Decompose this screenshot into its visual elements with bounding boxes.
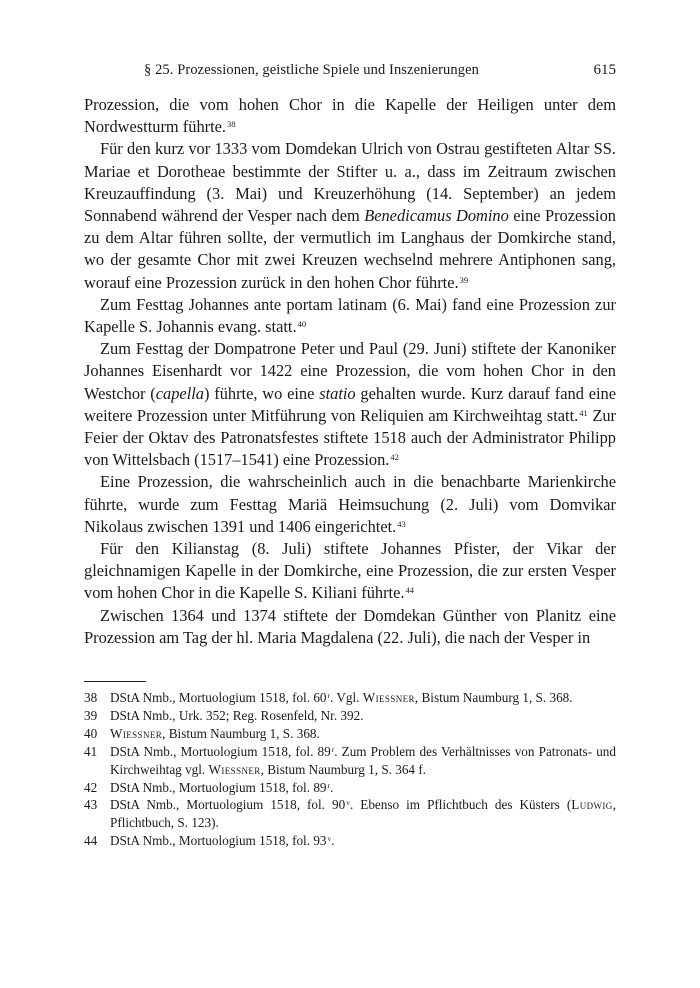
author-name: Wiessner — [362, 690, 415, 705]
footnote-number: 40 — [84, 725, 98, 741]
footnote-ref[interactable]: 41 — [579, 407, 588, 418]
footnote-ref[interactable]: 38 — [227, 119, 236, 130]
main-text — [84, 94, 616, 649]
footnote-ref[interactable]: 43 — [397, 518, 406, 529]
footnote: 39 DStA Nmb., Urk. 352; Reg. Rosenfeld, Nr. 392. — [84, 707, 364, 723]
paragraph: Prozession, die vom hohen Chor in die Kapelle der Heiligen unter dem Nordwestturm führte.$^{38}$ — [84, 95, 616, 137]
paragraph: Für den kurz vor 1333 vom Domdekan Ulrich von Ostrau gestifteten Altar SS. Mariae et Dorotheae bestimmte der Stifter u. a., dass im Zeitraum zwischen Kreuzauffindung (3. Mai) und Kreuzerhöhung (14. September) an jedem Sonnabend während der Vesper nach dem Benedicamus Domino eine Prozession zu dem Altar führen sollte, der vermutlich im Langhaus der Domkirche stand, wo der gesamte Chor mit zwei Kreuzen wechselnd mehrere Antiphonen sang, worauf eine Prozession zurück in den hohen Chor führte.$^{39}$ — [84, 139, 616, 292]
paragraph: Zum Festtag der Dompatrone Peter und Paul (29. Juni) stiftete der Kanoniker Johannes Eisenhardt vor 1422 eine Prozession, die vom hohen Chor in den Westchor (capella) führte, wo eine statio gehalten wurde. Kurz darauf fand eine weitere Prozession unter Mitführung von Reliquien am Kirchweihtag statt.$^{41}$ Zur Feier der Oktav des Patronatsfestes stiftete 1518 auch der Administrator Philipp von Wittelsbach (1517–1541) eine Prozession.$^{42}$ — [84, 339, 616, 470]
footnote-ref[interactable]: 39 — [459, 274, 469, 285]
footnote-separator — [84, 681, 146, 682]
footnote-number: 39 — [84, 707, 98, 723]
running-title: § 25. Prozessionen, geistliche Spiele und Inszenierungen — [144, 62, 479, 78]
footnote-number: 38 — [84, 690, 98, 705]
footnote: 44 DStA Nmb., Mortuologium 1518, fol. 93$^v$. — [84, 833, 335, 849]
author-name: Wiessner — [208, 761, 261, 777]
paragraph: Für den Kilianstag (8. Juli) stiftete Johannes Pfister, der Vikar der gleichnamigen Kapelle in der Domkirche, eine Prozession, die zur ersten Vesper vom hohen Chor in die Kapelle S. Kiliani führte.$^{44}$ — [84, 539, 616, 603]
author-name: Wiessner — [110, 725, 163, 741]
footnote-number: 42 — [84, 779, 98, 795]
footnotes — [84, 689, 616, 850]
emphasis: Benedicamus Domino — [364, 206, 509, 226]
footnote-number: 41 — [84, 743, 98, 759]
footnote-number: 43 — [84, 797, 98, 813]
author-name: Ludwig — [571, 797, 613, 813]
running-header — [84, 62, 616, 86]
paragraph: Eine Prozession, die wahrscheinlich auch in die benachbarte Marienkirche führte, wurde zum Festtag Mariä Heimsuchung (2. Juli) vom Domvikar Nikolaus zwischen 1391 und 1406 eingerichtet.$^{43}$ — [84, 472, 616, 536]
page-number: 615 — [593, 62, 616, 78]
footnote-ref[interactable]: 42 — [390, 452, 399, 463]
paragraph: Zum Festtag Johannes ante portam latinam (6. Mai) fand eine Prozession zur Kapelle S. Johannis evang. statt.$^{40}$ — [84, 294, 616, 337]
footnote: 40 Wiessner, Bistum Naumburg 1, S. 368. — [84, 725, 320, 741]
footnote-number: 44 — [84, 833, 98, 849]
footnote: 42 DStA Nmb., Mortuologium 1518, fol. 89$^r$. — [84, 779, 334, 795]
paragraph: Zwischen 1364 und 1374 stiftete der Domdekan Günther von Planitz eine Prozession am Tag der hl. Maria Magdalena (22. Juli), die nach der Vesper in — [84, 605, 616, 647]
footnote: 41 DStA Nmb., Mortuologium 1518, fol. 89$^r$. Zum Problem des Verhältnisses von Patronats- und Kirchweihtag vgl. Wiessner, Bistum Naumburg 1, S. 364 f. — [84, 743, 616, 777]
footnote-ref[interactable]: 40 — [297, 319, 307, 330]
emphasis: statio — [319, 383, 356, 403]
footnote: 43 DStA Nmb., Mortuologium 1518, fol. 90$^v$. Ebenso im Pflichtbuch des Küsters (Ludwig, Pflichtbuch, S. 123). — [84, 797, 616, 831]
emphasis: capella — [155, 383, 204, 403]
footnote-ref[interactable]: 44 — [405, 585, 414, 596]
footnote: 38 DStA Nmb., Mortuologium 1518, fol. 60$^r$. Vgl. Wiessner, Bistum Naumburg 1, S. 368. — [84, 690, 573, 705]
